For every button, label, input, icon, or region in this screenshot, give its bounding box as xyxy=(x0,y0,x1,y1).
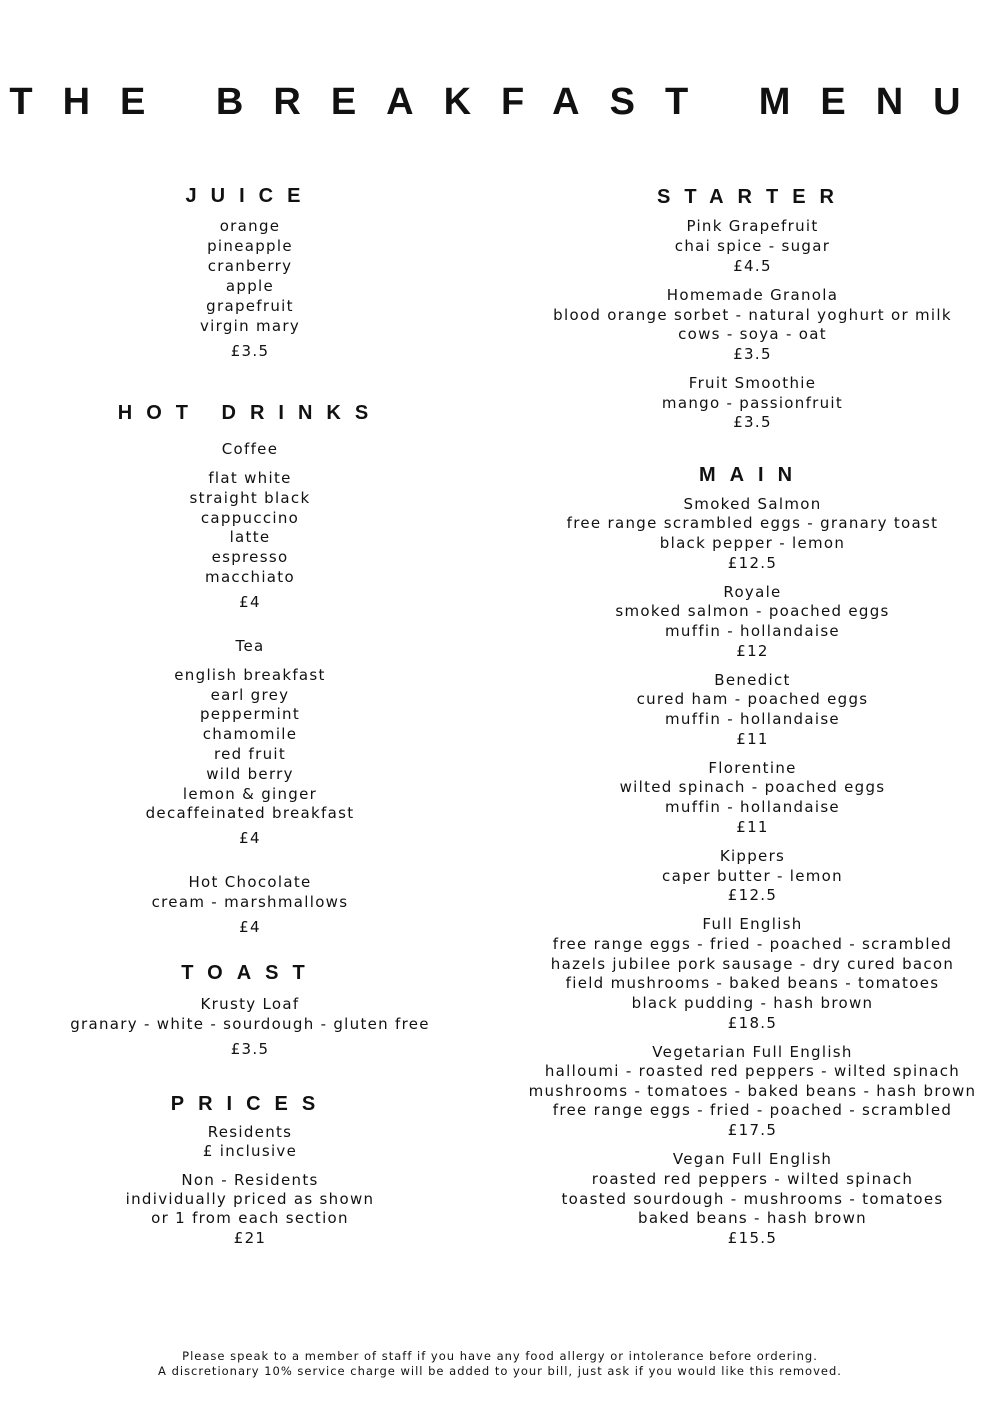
juice-price: £3.5 xyxy=(230,342,270,360)
tea-price: £4 xyxy=(239,829,261,847)
menu-item-desc: muffin - hollandaise xyxy=(665,622,840,640)
menu-item-price: £17.5 xyxy=(727,1121,778,1139)
menu-item-desc: hazels jubilee pork sausage - dry cured bacon xyxy=(550,955,955,973)
menu-item-name: Royale xyxy=(723,583,782,601)
menu-item-desc: mushrooms - tomatoes - baked beans - hash brown xyxy=(528,1082,977,1100)
menu-item-desc: free range eggs - fried - poached - scrambled xyxy=(552,1101,953,1119)
hot-drinks-heading: HOT DRINKS xyxy=(117,402,383,424)
juice-item: pineapple xyxy=(207,237,293,255)
main-heading: MAIN xyxy=(698,464,807,486)
menu-item-desc: free range scrambled eggs - granary toast xyxy=(566,514,939,532)
menu-item-desc: mango - passionfruit xyxy=(661,394,844,412)
tea-name: Tea xyxy=(235,637,265,655)
menu-item-price: £12.5 xyxy=(727,554,778,572)
tea-item: lemon & ginger xyxy=(182,785,318,803)
menu-item-price: £11 xyxy=(736,730,769,748)
toast-price: £3.5 xyxy=(230,1040,270,1058)
menu-item-desc: caper butter - lemon xyxy=(662,867,843,885)
prices-heading: PRICES xyxy=(170,1093,330,1115)
menu-item-desc: cured ham - poached eggs xyxy=(636,690,869,708)
menu-item-desc: blood orange sorbet - natural yoghurt or milk xyxy=(553,306,952,324)
menu-item-name: Pink Grapefruit xyxy=(686,217,819,235)
coffee-price: £4 xyxy=(239,593,261,611)
service-charge-notice: A discretionary 10% service charge will be added to your bill, just ask if you would like this removed. xyxy=(158,1364,842,1378)
menu-item-name: Florentine xyxy=(708,759,797,777)
coffee-item: macchiato xyxy=(205,568,295,586)
tea-item: earl grey xyxy=(210,686,290,704)
menu-item-price: £3.5 xyxy=(733,345,772,363)
menu-item-price: £4.5 xyxy=(733,257,772,275)
coffee-name: Coffee xyxy=(221,440,279,458)
menu-item-desc: field mushrooms - baked beans - tomatoes xyxy=(565,974,940,992)
menu-item-name: Kippers xyxy=(719,847,786,865)
menu-item-name: Full English xyxy=(702,915,803,933)
tea-item: peppermint xyxy=(199,705,301,723)
non-residents-desc: or 1 from each section xyxy=(151,1209,349,1227)
menu-item-price: £15.5 xyxy=(727,1229,778,1247)
menu-item-desc: muffin - hollandaise xyxy=(665,710,840,728)
non-residents-price: £21 xyxy=(233,1229,267,1247)
juice-item: apple xyxy=(225,277,275,295)
menu-item-desc: black pudding - hash brown xyxy=(631,994,874,1012)
juice-item: virgin mary xyxy=(199,317,301,335)
menu-item-desc: roasted red peppers - wilted spinach xyxy=(591,1170,914,1188)
menu-item-name: Homemade Granola xyxy=(666,286,839,304)
menu-item-name: Smoked Salmon xyxy=(683,495,822,513)
tea-item: english breakfast xyxy=(174,666,326,684)
tea-item: wild berry xyxy=(206,765,294,783)
allergy-notice: Please speak to a member of staff if you have any food allergy or intolerance before ordering. xyxy=(182,1349,818,1363)
hot-chocolate-price: £4 xyxy=(239,918,261,936)
non-residents-name: Non - Residents xyxy=(181,1171,319,1189)
tea-item: decaffeinated breakfast xyxy=(145,804,355,822)
tea-item: red fruit xyxy=(213,745,287,763)
juice-heading: JUICE xyxy=(185,185,315,207)
menu-item-price: £12 xyxy=(736,642,769,660)
toast-heading: TOAST xyxy=(181,962,319,984)
juice-item: grapefruit xyxy=(206,297,294,315)
residents-name: Residents xyxy=(207,1123,293,1141)
menu-item-name: Benedict xyxy=(714,671,791,689)
coffee-item: cappuccino xyxy=(200,509,300,527)
coffee-item: straight black xyxy=(189,489,311,507)
residents-desc: £ inclusive xyxy=(202,1142,298,1160)
juice-item: orange xyxy=(219,217,281,235)
menu-item-name: Vegan Full English xyxy=(672,1150,833,1168)
menu-item-price: £3.5 xyxy=(733,413,772,431)
coffee-item: espresso xyxy=(211,548,289,566)
coffee-item: flat white xyxy=(208,469,292,487)
menu-item-desc: free range eggs - fried - poached - scrambled xyxy=(552,935,953,953)
menu-item-desc: cows - soya - oat xyxy=(678,325,827,343)
toast-name: Krusty Loaf xyxy=(200,995,300,1013)
menu-item-desc: baked beans - hash brown xyxy=(638,1209,867,1227)
tea-item: chamomile xyxy=(202,725,298,743)
menu-item-name: Vegetarian Full English xyxy=(652,1043,853,1061)
menu-item-desc: black pepper - lemon xyxy=(659,534,846,552)
menu-item-price: £12.5 xyxy=(727,886,778,904)
menu-item-price: £11 xyxy=(736,818,769,836)
toast-desc: granary - white - sourdough - gluten free xyxy=(70,1015,430,1033)
menu-item-desc: chai spice - sugar xyxy=(674,237,831,255)
menu-item-desc: halloumi - roasted red peppers - wilted spinach xyxy=(544,1062,961,1080)
page-title: THE BREAKFAST MENU xyxy=(9,81,991,123)
menu-item-desc: muffin - hollandaise xyxy=(665,798,840,816)
menu-item-desc: wilted spinach - poached eggs xyxy=(619,778,886,796)
menu-item-name: Fruit Smoothie xyxy=(688,374,817,392)
menu-item-desc: smoked salmon - poached eggs xyxy=(615,602,890,620)
coffee-item: latte xyxy=(229,528,271,546)
non-residents-desc: individually priced as shown xyxy=(125,1190,375,1208)
hot-chocolate-name: Hot Chocolate xyxy=(188,873,312,891)
menu-item-desc: toasted sourdough - mushrooms - tomatoes xyxy=(561,1190,944,1208)
hot-chocolate-desc: cream - marshmallows xyxy=(151,893,349,911)
starter-heading: STARTER xyxy=(657,186,848,208)
menu-item-price: £18.5 xyxy=(727,1014,778,1032)
juice-item: cranberry xyxy=(207,257,293,275)
